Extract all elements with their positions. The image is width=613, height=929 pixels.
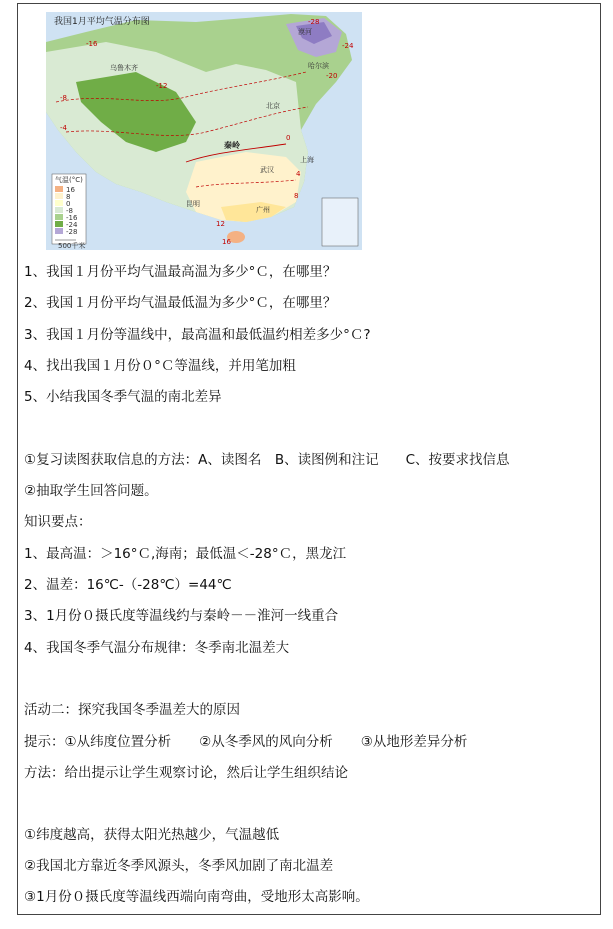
- city-label: 北京: [266, 102, 280, 110]
- knowledge-1: 1、最高温：＞16°Ｃ,海南；最低温＜-28°Ｃ，黑龙江: [24, 546, 347, 562]
- conclusion-2: ②我国北方靠近冬季风源头，冬季风加剧了南北温差: [24, 858, 334, 874]
- legend-value: 8: [66, 193, 71, 201]
- isotherm-label: -4: [60, 124, 67, 132]
- city-label: 漠河: [298, 28, 312, 36]
- isotherm-label: -24: [342, 42, 354, 50]
- activity-method: 方法：给出提示让学生观察讨论，然后让学生组织结论: [24, 765, 348, 781]
- activity-title: 活动二：探究我国冬季温差大的原因: [24, 702, 240, 718]
- question-3: 3、我国１月份等温线中，最高温和最低温约相差多少°Ｃ?: [24, 327, 371, 343]
- hint-1: ①从纬度位置分析: [64, 734, 172, 750]
- city-label: 哈尔滨: [308, 62, 329, 70]
- isotherm-label: 8: [294, 192, 299, 200]
- knowledge-3: 3、1月份０摄氏度等温线约与秦岭－－淮河一线重合: [24, 608, 339, 624]
- hint-3: ③从地形差异分析: [360, 734, 468, 750]
- south-sea-inset: [322, 198, 358, 246]
- isotherm-label: 4: [296, 170, 301, 178]
- question-5: 5、小结我国冬季气温的南北差异: [24, 389, 222, 405]
- map-title: 我国1月平均气温分布图: [54, 17, 150, 27]
- legend-value: 16: [66, 186, 75, 194]
- isotherm-label: 0: [286, 134, 291, 142]
- conclusion-1: ①纬度越高，获得太阳光热越少，气温越低: [24, 827, 280, 843]
- isotherm-label: -28: [308, 18, 320, 26]
- isotherm-label: -16: [86, 40, 98, 48]
- city-label: 秦岭: [224, 141, 240, 150]
- conclusion-3: ③1月份０摄氏度等温线西端向南弯曲，受地形太高影响。: [24, 889, 369, 905]
- legend-value: -24: [66, 221, 78, 229]
- activity-hints: [24, 733, 467, 751]
- method-1: ①复习读图获取信息的方法：A、读图名 B、读图例和注记 C、按要求找信息: [24, 452, 510, 468]
- knowledge-title: 知识要点：: [24, 514, 92, 530]
- city-label: 广州: [256, 206, 270, 214]
- question-4: 4、找出我国１月份０°Ｃ等温线，并用笔加粗: [24, 358, 296, 374]
- question-1: 1、我国１月份平均气温最高温为多少°Ｃ，在哪里？: [24, 264, 337, 280]
- isotherm-label: -12: [156, 82, 168, 90]
- hint-label: 提示：: [24, 734, 65, 750]
- city-label: 乌鲁木齐: [110, 64, 138, 72]
- city-label: 昆明: [186, 200, 200, 208]
- knowledge-2: 2、温差：16℃-（-28℃）=44℃: [24, 577, 232, 593]
- city-label: 武汉: [260, 166, 274, 174]
- legend-title: 气温(°C): [55, 176, 83, 184]
- map-scale: 500千米: [58, 242, 86, 250]
- hint-2: ②从冬季风的风向分析: [199, 734, 333, 750]
- legend-value: 0: [66, 200, 71, 208]
- isotherm-label: 12: [216, 220, 225, 228]
- isotherm-label: 16: [222, 238, 231, 246]
- method-2: ②抽取学生回答问题。: [24, 483, 158, 499]
- city-label: 上海: [300, 156, 314, 164]
- isotherm-label: -20: [326, 72, 338, 80]
- question-2: 2、我国１月份平均气温最低温为多少°Ｃ，在哪里？: [24, 295, 337, 311]
- knowledge-4: 4、我国冬季气温分布规律：冬季南北温差大: [24, 640, 290, 656]
- legend-value: -8: [66, 207, 73, 215]
- china-january-temperature-map: [46, 12, 362, 250]
- legend-value: -16: [66, 214, 78, 222]
- legend-value: -28: [66, 228, 78, 236]
- isotherm-label: -8: [60, 94, 67, 102]
